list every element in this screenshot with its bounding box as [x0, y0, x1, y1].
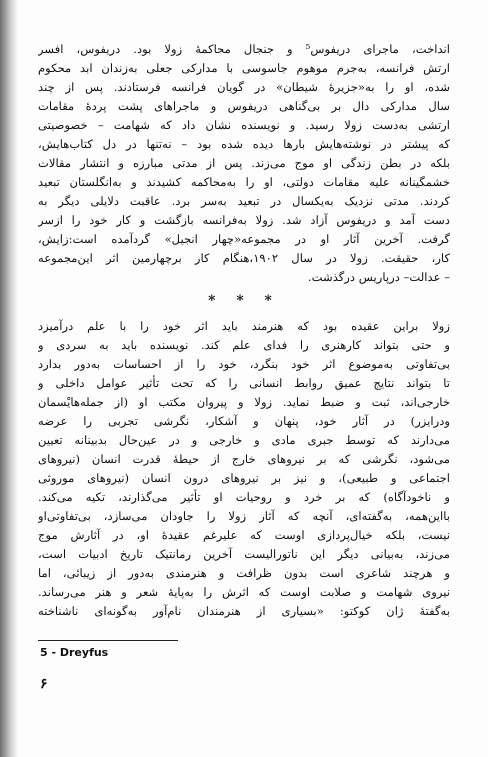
paragraph-dreyfus-affair — [38, 40, 450, 287]
text-line: بی‌تفاوتی به‌موضوع اثر خود بنگرد، خود را از احساسات به‌دور بدارد — [38, 357, 450, 371]
text-line: اجتماعی و طبیعی)، و نیز بر نیروهای درون انسان (نیروهای موروثی — [38, 471, 450, 485]
text-line: انداخت، ماجرای دریفوس⁵ و جنجال محاکمهٔ زولا بود. دریفوس، افسر — [38, 42, 450, 56]
text-line: و حتی بتواند کارهنری را فدای علم کند. نویسنده باید به سردی و — [38, 338, 450, 352]
footnote: 5 - Dreyfus — [40, 646, 109, 659]
text-line: سال مدارکی دال بر بی‌گناهی دریفوس و ماجراهای پشت پردهٔ مقامات — [38, 99, 450, 113]
book-spine-shadow — [0, 0, 18, 757]
text-line: زولا براین عقیده بود که هنرمند باید اثر خود را با علم درآمیزد — [38, 319, 450, 333]
text-line: و ناخودآگاه) که بر خرد و روحیات او تأثیر می‌گذارند، تکیه می‌کند. — [38, 490, 450, 504]
text-line: کار، حقیقت. زولا در سال ۱۹۰۲،هنگام کار برچهارمین اثر این‌مجموعه — [38, 251, 450, 265]
footnote-divider — [38, 640, 178, 641]
text-line: می‌شود، نگرشی که بر نیروهای خارج از حیطهٔ قدرت انسان (نیروهای — [38, 452, 450, 466]
text-line: دست آمد و دریفوس آزاد شد. زولا به‌فرانسه بازگشت و کار خود را ازسر — [38, 213, 450, 227]
text-line: می‌دارند که توسط جبری مادی و خارجی و در عین‌حال بدبینانه تعیین — [38, 433, 450, 447]
text-line: ودرایزر) در آثار خود، پنهان و آشکار، نگرشی تجربی را عرضه — [38, 414, 450, 428]
text-line: که پیشتر در نوشته‌هایش بارها دیده شده بود – نه‌تنها در دل کتاب‌هایش، — [38, 137, 450, 151]
text-line: بلکه در بطن زندگی او موج می‌زند. پس از مدتی مبارزه و انتشار مقالات — [38, 156, 450, 170]
body-text — [38, 40, 450, 621]
text-line: می‌زند، به‌بیانی دیگر این ناتورالیست آخرین رمانتیک تاریخ ادبیات است، — [38, 547, 450, 561]
text-line: خارجی‌اند، ثبت و ضبط نماید. زولا و پیروان مکتب او (از جمله‌هایْسمان — [38, 395, 450, 409]
text-line: ارتش فرانسه، به‌جرم موهوم جاسوسی با مدارکی جعلی به‌زندان ابد محکوم — [38, 61, 450, 75]
text-line: بااین‌همه، به‌گفته‌ای، آنچه که آثار زولا را جاودان می‌سازد، بی‌تفاوتی‌او — [38, 509, 450, 523]
text-line: نیست، بلکه خیال‌پردازی اوست که علیرغم عقیدهٔ او، در آثارش موج — [38, 528, 450, 542]
page-number: ۶ — [40, 676, 48, 692]
text-line: گرفت. آخرین آثار او در مجموعه«چهار انجیل» گردآمده است:زایش، — [38, 232, 450, 246]
text-line: – عدالت– درپاریس درگذشت. — [307, 270, 450, 284]
text-line: کردند. مدتی نزدیک به‌یکسال در تبعید به‌سر برد. عاقبت دلایلی دیگر به — [38, 194, 450, 208]
paragraph-zola-naturalism — [38, 317, 450, 621]
section-separator: * * * — [208, 293, 280, 309]
text-line: شده، او را به«جزیرهٔ شیطان» در گویان فرانسه فرستادند. پس از چند — [38, 80, 450, 94]
text-line: و هرچند شاعری است بدون ظرافت و هنرمندی به‌دور از زیبائی، اما — [38, 566, 450, 580]
text-line: خشمگینانه علیه مقامات دولتی، او را به‌محاکمه کشیدند و به‌انگلستان تبعید — [38, 175, 450, 189]
text-line: تا بتواند نتایج عمیق روابط انسانی را که تحت تأثیر عوامل داخلی و — [38, 376, 450, 390]
text-line: ارتشی به‌دست زولا رسید. و نویسنده نشان داد که شهامت – خصوصیتی — [38, 118, 450, 132]
text-line: نیروی شهامت و صلابت اوست که اثرش را به‌پایهٔ شعر و هنر می‌رساند. — [38, 585, 450, 599]
text-line: به‌گفتهٔ ژان کوکتو: «بسیاری از هنرمندان نام‌آور به‌گونه‌ای ناشناخته — [38, 604, 450, 618]
